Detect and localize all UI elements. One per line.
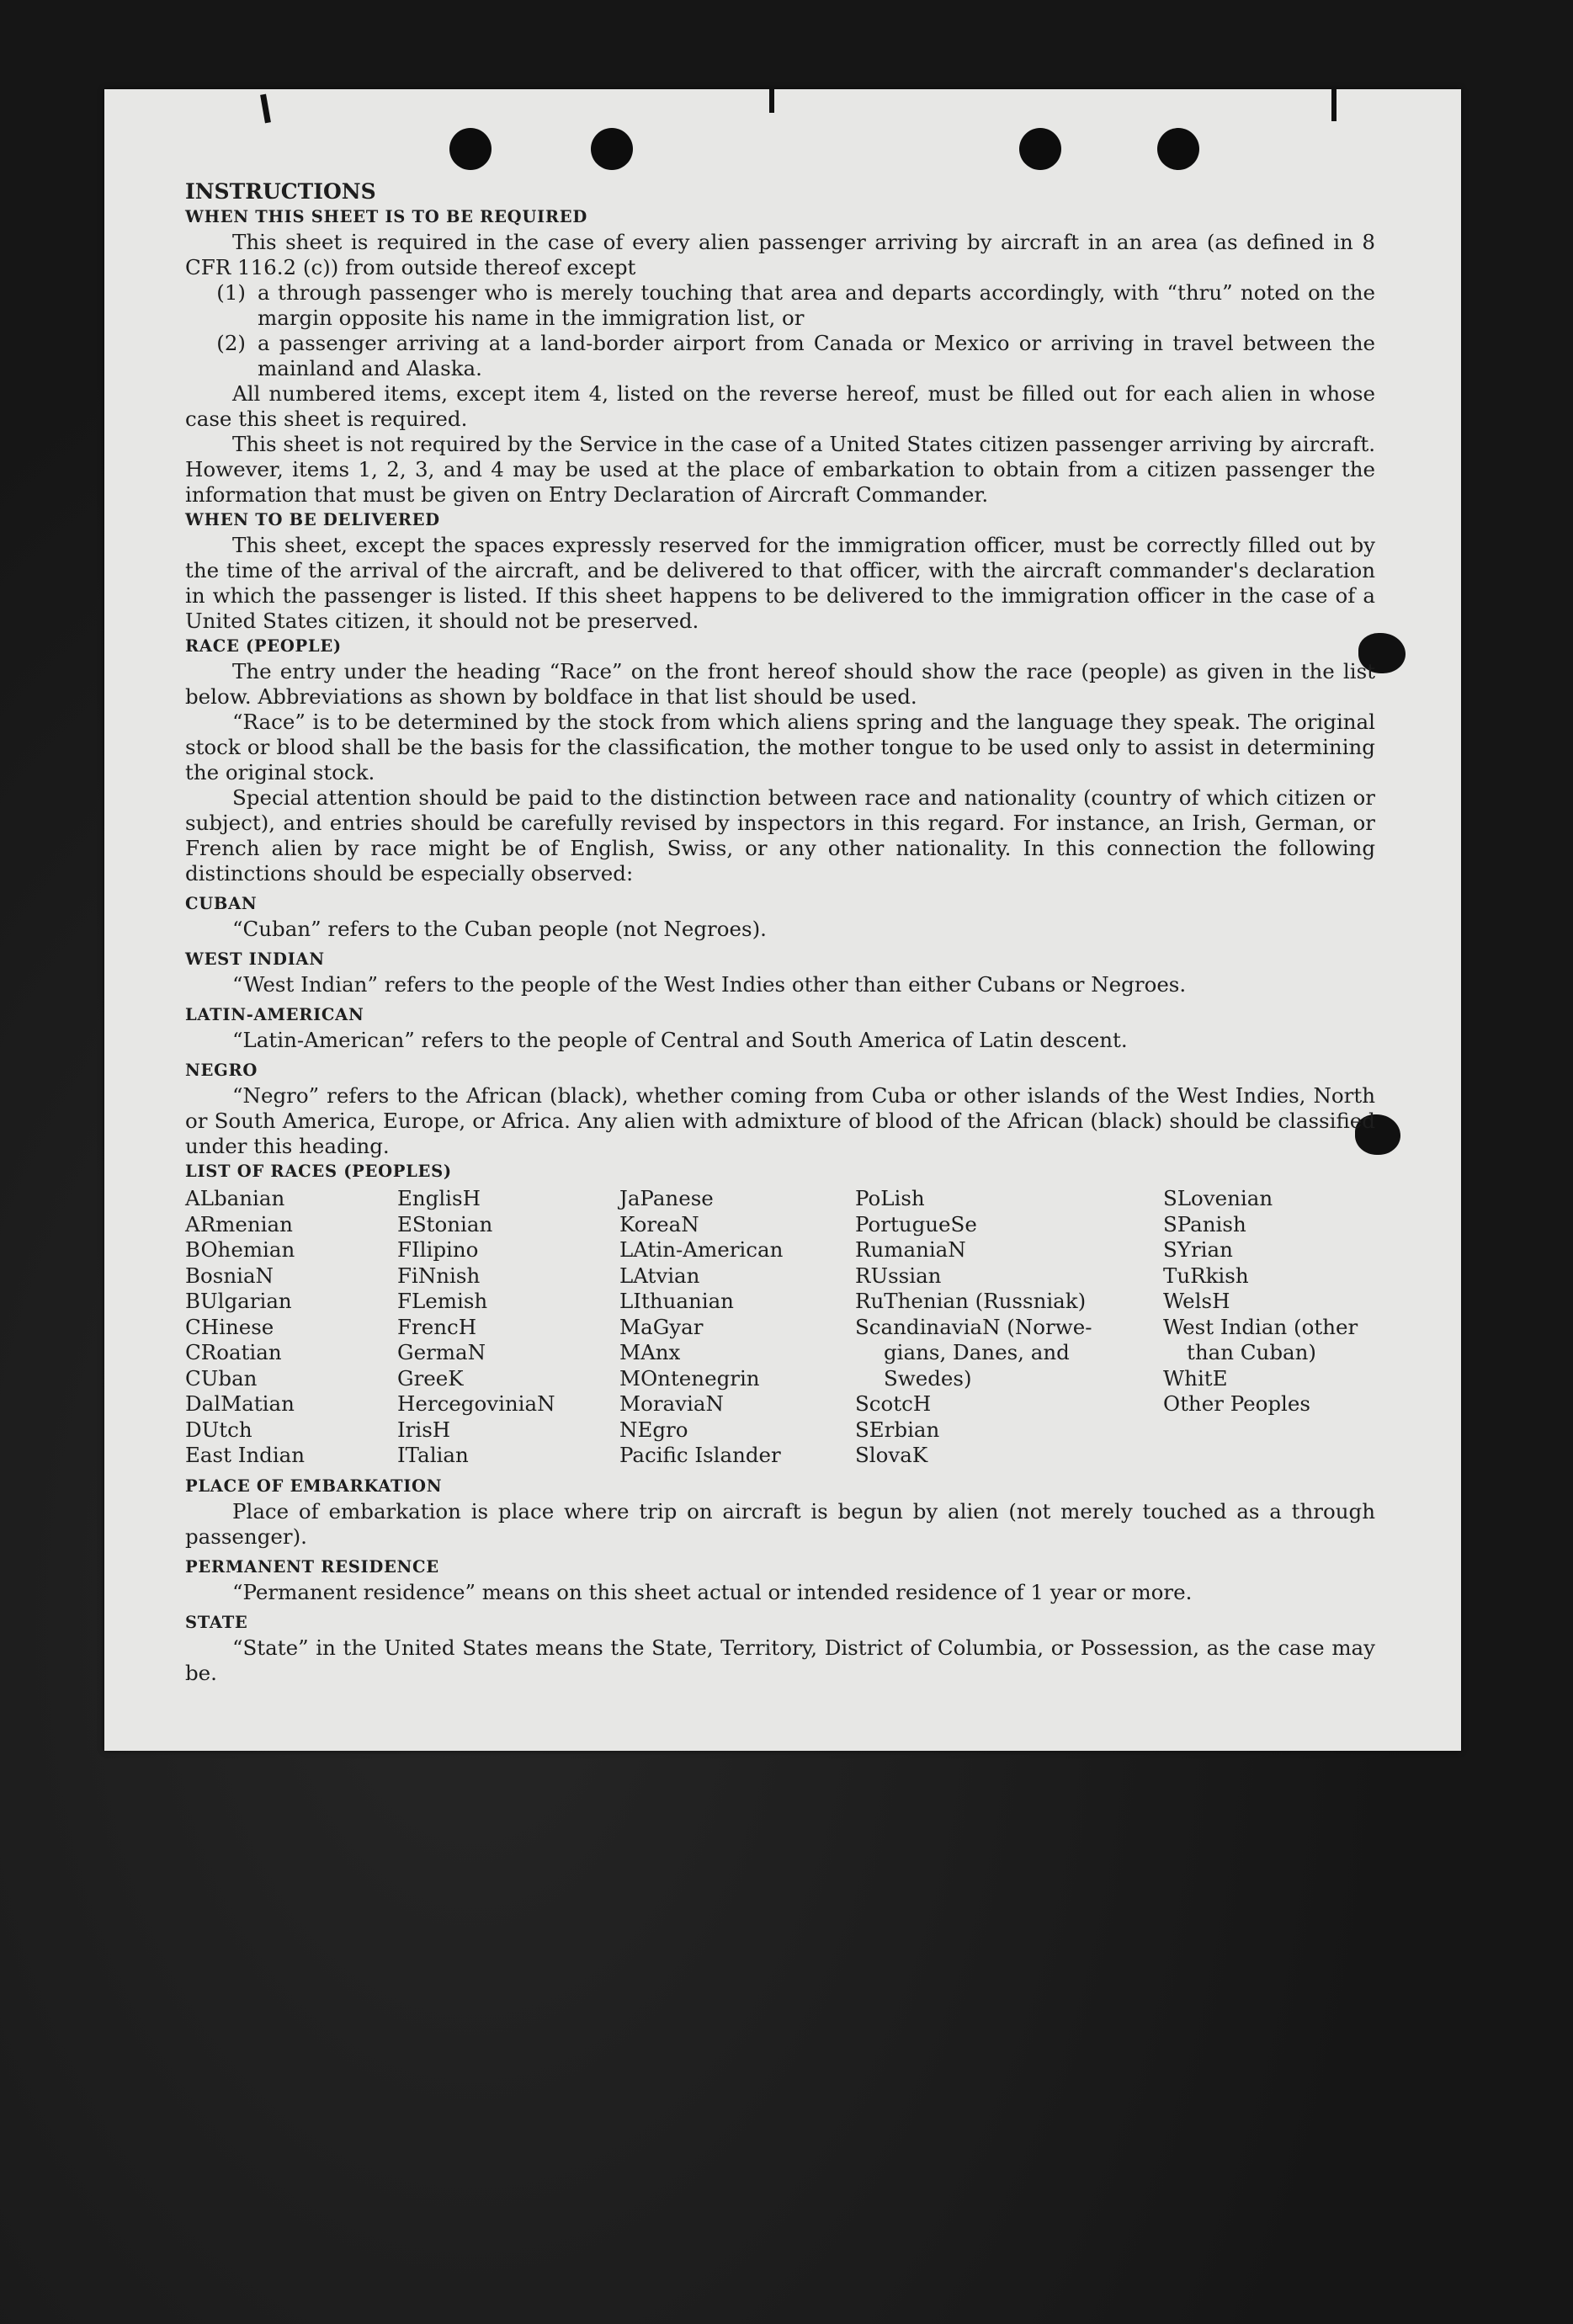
- races-column: [619, 1186, 855, 1469]
- race-entry: MoraviaN: [619, 1391, 724, 1416]
- punch-hole: [1157, 128, 1199, 170]
- race-entry: West Indian (other: [1163, 1314, 1358, 1339]
- paragraph: “Latin-American” refers to the people of Central and South America of Latin descent.: [232, 1028, 1128, 1052]
- race-entry: BosniaN: [185, 1263, 274, 1288]
- document-page: [104, 89, 1461, 1751]
- paragraph: The entry under the heading “Race” on the front hereof should show the race (people) as given in the list below. Abbreviations as shown by boldface in that list should be used.: [185, 659, 1375, 709]
- race-entry: HercegoviniaN: [397, 1391, 555, 1416]
- section-heading: WHEN THIS SHEET IS TO BE REQUIRED: [185, 207, 587, 226]
- race-entry: TuRkish: [1163, 1263, 1249, 1288]
- races-column: [185, 1186, 397, 1469]
- race-entry: RUssian: [855, 1263, 942, 1288]
- race-entry: DUtch: [185, 1417, 252, 1442]
- paragraph: “State” in the United States means the State, Territory, District of Columbia, or Possession, as the case may be.: [185, 1635, 1375, 1685]
- race-entry: LAtvian: [619, 1263, 700, 1288]
- race-entry: FIlipino: [397, 1237, 479, 1262]
- race-entry: Pacific Islander: [619, 1443, 781, 1467]
- race-entry: FrencH: [397, 1314, 477, 1339]
- race-entry: BUlgarian: [185, 1289, 292, 1313]
- race-entry: WelsH: [1163, 1289, 1230, 1313]
- race-entry: East Indian: [185, 1443, 306, 1467]
- race-entry: WhitE: [1163, 1365, 1228, 1391]
- race-entry: SYrian: [1163, 1237, 1233, 1262]
- punch-hole: [591, 128, 633, 170]
- section-heading: LATIN-AMERICAN: [185, 1005, 364, 1024]
- item-number: (1): [216, 280, 246, 305]
- race-entry: FiNnish: [397, 1263, 481, 1288]
- page-title: INSTRUCTIONS: [185, 179, 376, 204]
- paragraph: “Permanent residence” means on this sheet actual or intended residence of 1 year or more.: [232, 1579, 1193, 1604]
- paragraph: All numbered items, except item 4, listed on the reverse hereof, must be filled out for each alien in whose case this sheet is required.: [185, 381, 1375, 431]
- paragraph: “Race” is to be determined by the stock from which aliens spring and the language they speak. The original stock or blood shall be the basis for the classification, the mother tongue to be used only to assist in determining the original stock.: [185, 710, 1375, 784]
- section-heading: CUBAN: [185, 894, 258, 913]
- section-heading: NEGRO: [185, 1061, 258, 1080]
- race-entry: CHinese: [185, 1314, 274, 1339]
- race-entry: SlovaK: [855, 1443, 928, 1467]
- section-heading: WEST INDIAN: [185, 949, 325, 969]
- race-entry: IrisH: [397, 1417, 451, 1442]
- race-entry: MOntenegrin: [619, 1365, 760, 1391]
- race-entry: SPanish: [1163, 1211, 1246, 1236]
- punch-hole: [449, 128, 492, 170]
- race-entry: EStonian: [397, 1211, 493, 1236]
- race-entry: RumaniaN: [855, 1237, 966, 1262]
- race-entry: Other Peoples: [1163, 1391, 1310, 1416]
- race-entry: gians, Danes, and: [884, 1340, 1070, 1364]
- race-entry: PoLish: [855, 1186, 925, 1210]
- race-entry: Swedes): [884, 1365, 972, 1391]
- section-heading: PLACE OF EMBARKATION: [185, 1476, 443, 1496]
- race-entry: ScotcH: [855, 1391, 932, 1416]
- paragraph: “Cuban” refers to the Cuban people (not Negroes).: [232, 917, 767, 941]
- race-entry: ITalian: [397, 1443, 469, 1467]
- item-text: a through passenger who is merely touching that area and departs accordingly, with “thru” noted on the margin opposite his name in the immigration list, or: [258, 280, 1375, 330]
- race-entry: LIthuanian: [619, 1289, 734, 1313]
- race-entry: KoreaN: [619, 1211, 699, 1236]
- item-text: a passenger arriving at a land-border airport from Canada or Mexico or arriving in travel between the mainland and Alaska.: [258, 331, 1375, 380]
- section-heading: STATE: [185, 1612, 248, 1632]
- race-entry: MAnx: [619, 1340, 681, 1364]
- scan-mark: [1331, 89, 1337, 121]
- race-entry: SLovenian: [1163, 1186, 1273, 1210]
- races-list: [185, 1186, 1375, 1469]
- section-heading: PERMANENT RESIDENCE: [185, 1556, 439, 1577]
- races-column: [397, 1186, 619, 1469]
- punch-hole: [1019, 128, 1061, 170]
- paragraph: This sheet, except the spaces expressly reserved for the immigration officer, must be correctly filled out by the time of the arrival of the aircraft, and be delivered to that officer, with the aircraft commander's declaration in which the passenger is listed. If this sheet happens to be delivered to the immigration officer in the case of a United States citizen, it should not be preserved.: [185, 533, 1375, 633]
- race-entry: RuThenian (Russniak): [855, 1289, 1087, 1313]
- paragraph: Place of embarkation is place where trip on aircraft is begun by alien (not merely touched as a through passenger).: [185, 1498, 1375, 1549]
- race-entry: EnglisH: [397, 1186, 481, 1210]
- race-entry: GreeK: [397, 1365, 464, 1391]
- section-heading: LIST OF RACES (PEOPLES): [185, 1162, 452, 1181]
- race-entry: GermaN: [397, 1340, 486, 1364]
- section-heading: WHEN TO BE DELIVERED: [185, 510, 440, 529]
- race-entry: NEgro: [619, 1417, 688, 1442]
- race-entry: PortugueSe: [855, 1211, 977, 1236]
- scan-mark: [260, 94, 271, 124]
- race-entry: than Cuban): [1187, 1340, 1316, 1364]
- paragraph: “Negro” refers to the African (black), whether coming from Cuba or other islands of the West Indies, North or South America, Europe, or Africa. Any alien with admixture of blood of the African (black) should be classified under this heading.: [185, 1083, 1375, 1158]
- list-item: [185, 280, 1375, 331]
- paragraph: This sheet is required in the case of every alien passenger arriving by aircraft in an area (as defined in 8 CFR 116.2 (c)) from outside thereof except: [185, 230, 1375, 279]
- race-entry: MaGyar: [619, 1314, 704, 1339]
- races-column: [1163, 1186, 1375, 1469]
- races-column: [855, 1186, 1163, 1469]
- race-entry: JaPanese: [619, 1186, 714, 1210]
- race-entry: CUban: [185, 1365, 258, 1391]
- paragraph: This sheet is not required by the Service in the case of a United States citizen passenger arriving by aircraft. However, items 1, 2, 3, and 4 may be used at the place of embarkation to obtain from a citizen passenger the information that must be given on Entry Declaration of Aircraft Commander.: [185, 432, 1375, 507]
- race-entry: DalMatian: [185, 1391, 295, 1416]
- list-item: [185, 331, 1375, 381]
- item-number: (2): [216, 331, 246, 355]
- paragraph: Special attention should be paid to the distinction between race and nationality (country of which citizen or subject), and entries should be carefully revised by inspectors in this regard. For instance, an Irish, German, or French alien by race might be of English, Swiss, or any other nationality. In this connection the following distinctions should be especially observed:: [185, 785, 1375, 885]
- race-entry: ScandinaviaN (Norwe-: [855, 1314, 1092, 1339]
- scan-mark: [769, 89, 774, 113]
- race-entry: ARmenian: [185, 1211, 293, 1236]
- race-entry: BOhemian: [185, 1237, 295, 1262]
- paragraph: “West Indian” refers to the people of the West Indies other than either Cubans or Negroes.: [232, 972, 1187, 997]
- race-entry: LAtin-American: [619, 1237, 784, 1262]
- instructions-text: [185, 179, 1375, 1686]
- section-heading: RACE (PEOPLE): [185, 636, 342, 656]
- race-entry: CRoatian: [185, 1340, 282, 1364]
- race-entry: ALbanian: [185, 1186, 285, 1210]
- race-entry: FLemish: [397, 1289, 488, 1313]
- race-entry: SErbian: [855, 1417, 940, 1442]
